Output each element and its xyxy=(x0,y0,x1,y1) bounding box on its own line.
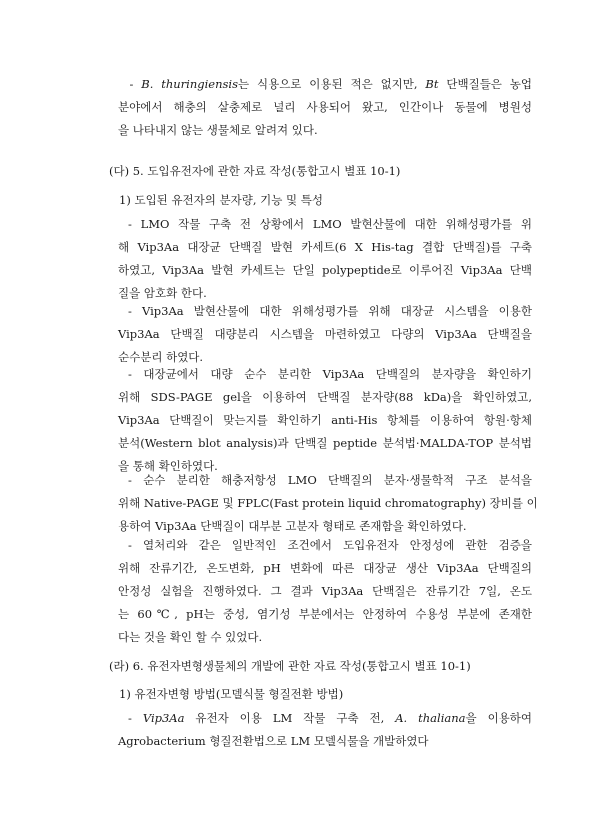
intro-line-3: 을 나타내지 않는 생물체로 알려져 있다. xyxy=(118,123,318,137)
section-da-subheading: 1) 도입된 유전자의 분자량, 기능 및 특성 xyxy=(119,193,324,207)
section-da-para-5 xyxy=(118,534,532,649)
intro-paragraph xyxy=(118,73,532,142)
para-line: 하였고, Vip3Aa 발현 카세트는 단일 polypeptide로 이루어진 Vip3Aa 단백 xyxy=(118,263,532,277)
para-line: 용하여 Vip3Aa 단백질이 대부분 고분자 형태로 존재함을 확인하였다. xyxy=(118,519,467,533)
section-ra-subheading: 1) 유전자변형 방법(모델식물 형질전환 방법) xyxy=(119,687,344,701)
section-da-para-2 xyxy=(118,300,532,369)
species-name: A. thaliana xyxy=(395,711,466,725)
para-line: 는 60℃, pH는 중성, 염기성 부분에서는 안정하여 수용성 부분에 존재한 xyxy=(118,607,532,621)
gene-name: Vip3Aa xyxy=(142,711,185,725)
para-line: 을 통해 확인하였다. xyxy=(118,459,218,473)
para-line: 위해 Native-PAGE 및 FPLC(Fast protein liquid chromatography) 장비를 이 xyxy=(118,496,538,510)
section-da-para-1 xyxy=(118,213,532,305)
para-line: Vip3Aa 단백질이 맞는지를 확인하기 anti-His 항체를 이용하여 항원·항체 xyxy=(118,413,532,427)
section-da-heading: (다) 5. 도입유전자에 관한 자료 작성(통합고시 별표 10-1) xyxy=(109,164,401,178)
section-ra-heading: (라) 6. 유전자변형생물체의 개발에 관한 자료 작성(통합고시 별표 10-1) xyxy=(109,659,471,673)
bt-label: Bt xyxy=(425,77,439,91)
para-line: - 대장균에서 대량 순수 분리한 Vip3Aa 단백질의 분자량을 확인하기 xyxy=(128,367,532,381)
section-ra-para-1 xyxy=(118,707,532,753)
para-line: Agrobacterium 형질전환법으로 LM 모델식물을 개발하였다 xyxy=(118,734,429,748)
para-line: Vip3Aa 단백질 대량분리 시스템을 마련하였고 다량의 Vip3Aa 단백질을 xyxy=(118,327,532,341)
para-line: - Vip3Aa 발현산물에 대한 위해성평가를 위해 대장균 시스템을 이용한 xyxy=(128,304,532,318)
para-line: 위해 잔류기간, 온도변화, pH 변화에 따른 대장균 생산 Vip3Aa 단백질의 xyxy=(118,561,532,575)
para-line: - LMO 작물 구축 전 상황에서 LMO 발현산물에 대한 위해성평가를 위 xyxy=(128,217,532,231)
section-da-para-3 xyxy=(118,363,532,478)
para-line: 질을 암호화 한다. xyxy=(118,286,207,300)
para-line: 다는 것을 확인 할 수 있었다. xyxy=(118,630,263,644)
species-name: B. thuringiensis xyxy=(141,77,238,91)
intro-line-2: 분야에서 해충의 살충제로 널리 사용되어 왔고, 인간이나 동물에 병원성 xyxy=(118,100,532,114)
para-line: 분석(Western blot analysis)과 단백질 peptide 분석법·MALDA-TOP 분석법 xyxy=(118,436,532,450)
para-line: - Vip3Aa 유전자 이용 LM 작물 구축 전, A. thaliana을 이용하여 xyxy=(128,711,533,725)
para-line: - 열처리와 같은 일반적인 조건에서 도입유전자 안정성에 관한 검증을 xyxy=(128,538,532,552)
para-line: 안정성 실험을 진행하였다. 그 결과 Vip3Aa 단백질은 잔류기간 7일, 온도 xyxy=(118,584,532,598)
para-line: 해 Vip3Aa 대장균 단백질 발현 카세트(6 X His-tag 결합 단백질)를 구축 xyxy=(118,240,532,254)
para-line: 위해 SDS-PAGE gel을 이용하여 단백질 분자량(88 kDa)을 확인하였고, xyxy=(118,390,532,404)
section-da-para-4 xyxy=(118,469,538,538)
para-line: 순수분리 하였다. xyxy=(118,350,204,364)
para-line: - 순수 분리한 해충저항성 LMO 단백질의 분자·생물학적 구조 분석을 xyxy=(128,473,532,487)
intro-line-1: - B. thuringiensis는 식용으로 이용된 적은 없지만, Bt 단백질들은 농업 xyxy=(129,77,533,91)
